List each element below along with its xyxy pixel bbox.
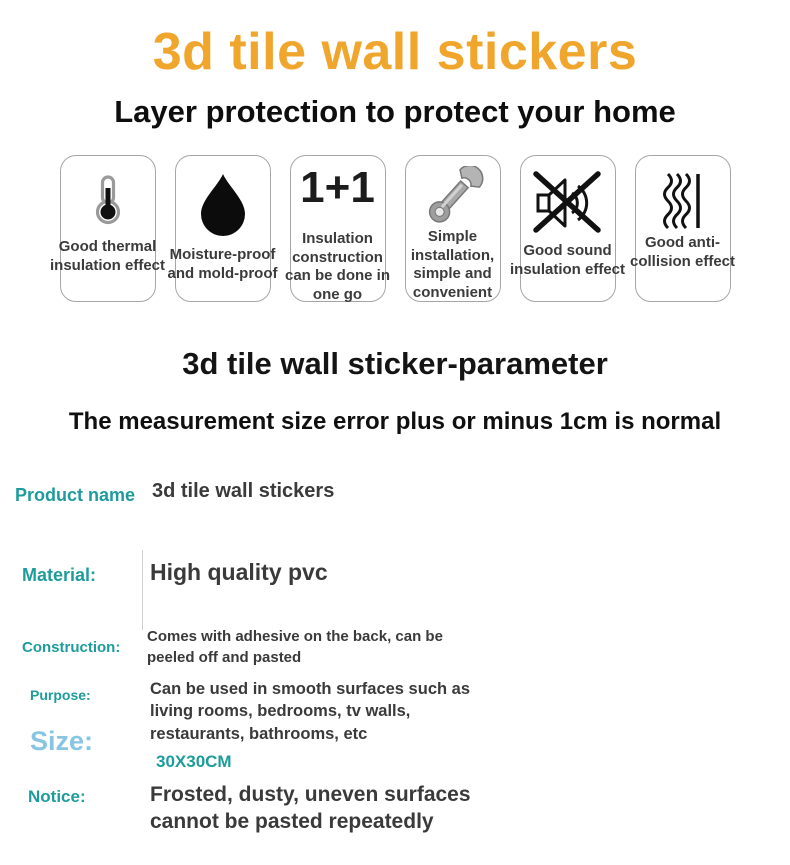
one-plus-one-badge: 1+1 [300,163,375,212]
construction-value: Comes with adhesive on the back, can be peeled off and pasted [147,628,443,666]
feature-card-sound [509,155,625,302]
product-name-label: Product name [15,485,136,505]
wrench-icon [406,156,500,228]
measurement-note: The measurement size error plus or minus 1cm is normal [68,408,722,435]
feature-card-thermal [49,155,165,302]
size-label: Size: [30,726,94,756]
parameter-section-title: 3d tile wall sticker-parameter [182,346,608,381]
material-value: High quality pvc [150,559,328,585]
thermometer-icon [61,156,155,238]
muted-speaker-icon [521,156,615,242]
parameter-table [0,456,790,865]
feature-card-insulation [284,155,390,303]
material-label: Material: [22,565,97,585]
feature-card-installation [405,155,501,302]
construction-label: Construction: [22,639,121,656]
water-drop-icon [176,156,270,246]
notice-value: Frosted, dusty, uneven surfaces cannot be pasted repeatedly [150,783,471,834]
feature-card-moisture [167,155,278,302]
purpose-value: Can be used in smooth surfaces such as living rooms, bedrooms, tv walls, restaurants, bathrooms, etc [150,680,471,743]
product-name-value: 3d tile wall stickers [152,480,335,502]
feature-label: Insulation construction can be done in one go [284,230,390,303]
feature-label: Good anti-collision effect [629,234,736,270]
notice-label: Notice: [28,787,86,806]
purpose-label: Purpose: [30,687,91,703]
page-title: 3d tile wall stickers [152,23,638,81]
feature-label: Simple installation, simple and convenient [410,228,495,301]
feature-card-anticollision [629,155,736,302]
size-value: 30X30CM [156,752,232,771]
feature-label: Moisture-proof and mold-proof [167,246,278,282]
feature-cards-row [0,155,790,302]
column-divider [142,550,143,630]
anti-collision-icon [636,156,730,234]
page-subtitle: Layer protection to protect your home [114,94,676,129]
feature-label: Good sound insulation effect [509,242,625,278]
feature-label: Good thermal insulation effect [49,238,165,274]
